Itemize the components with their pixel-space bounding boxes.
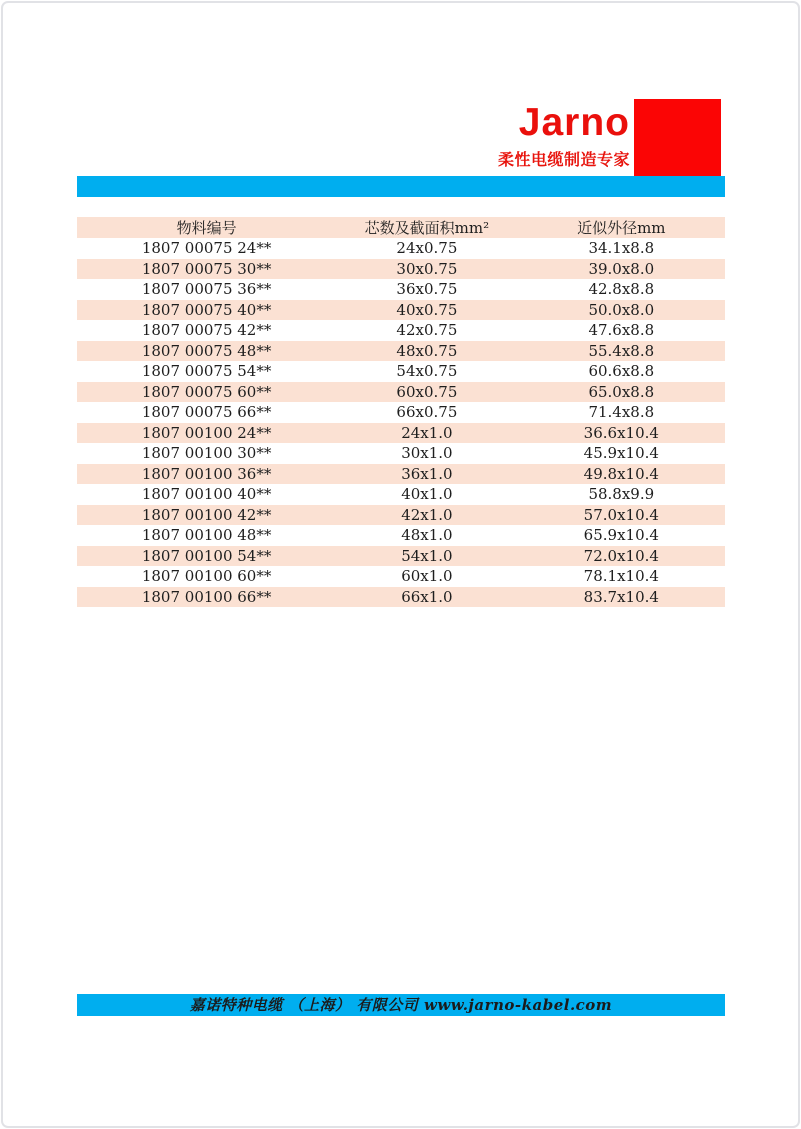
table-cell: 1807 00100 54** [141,546,272,565]
table-row [77,546,725,567]
table-cell: 54x1.0 [401,546,453,565]
table-cell: 30x1.0 [401,444,453,463]
table-cell: 60.6x8.8 [588,362,655,381]
footer-company-text: 嘉诺特种电缆 （上海） 有限公司 www.jarno-kabel.com [189,996,613,1014]
table-row [77,279,725,300]
table-cell: 1807 00075 30** [141,259,272,278]
table-cell: 72.0x10.4 [583,546,659,565]
table-cell: 65.0x8.8 [588,382,655,401]
table-cell: 36x1.0 [401,464,453,483]
table-row [77,382,725,403]
header-accent-bar [77,176,725,197]
table-cell: 1807 00100 36** [141,464,272,483]
table-cell: 50.0x8.0 [588,300,655,319]
table-row [77,484,725,505]
table-cell: 1807 00100 66** [141,587,272,606]
table-row [77,259,725,280]
table-cell: 1807 00075 24** [141,239,272,258]
table-cell: 66x0.75 [396,403,458,422]
table-row [77,587,725,608]
table-row [77,525,725,546]
table-cell: 42.8x8.8 [588,280,655,299]
table-cell: 45.9x10.4 [583,444,659,463]
table-cell: 36x0.75 [396,280,458,299]
table-cell: 66x1.0 [401,587,453,606]
table-cell: 1807 00100 24** [141,423,272,442]
table-cell: 58.8x9.9 [588,485,655,504]
table-row [77,464,725,485]
footer-bar [77,994,725,1016]
page [1,1,800,1128]
table-cell: 1807 00075 42** [141,321,272,340]
table-cell: 1807 00100 30** [141,444,272,463]
table-cell: 1807 00075 48** [141,341,272,360]
brand-text-block [498,103,630,170]
table-cell: 42x1.0 [401,505,453,524]
table-cell: 1807 00075 36** [141,280,272,299]
table-cell: 1807 00075 40** [141,300,272,319]
table-cell: 30x0.75 [396,259,458,278]
column-header-material-number: 物料编号 [176,219,237,237]
brand-logo-text: Jarno [518,101,630,144]
table-row [77,402,725,423]
table-cell: 1807 00075 66** [141,403,272,422]
table-cell: 1807 00100 42** [141,505,272,524]
table-cell: 48x1.0 [401,526,453,545]
table-cell: 39.0x8.0 [588,259,655,278]
table-cell: 47.6x8.8 [588,321,655,340]
table-cell: 24x1.0 [401,423,453,442]
table-header-row [77,217,725,238]
table-cell: 24x0.75 [396,239,458,258]
table-row [77,361,725,382]
table-cell: 60x0.75 [396,382,458,401]
table-cell: 57.0x10.4 [583,505,659,524]
table-row [77,505,725,526]
brand-tagline: 柔性电缆制造专家 [497,152,630,169]
spec-table [77,217,725,607]
table-cell: 48x0.75 [396,341,458,360]
table-row [77,566,725,587]
table-cell: 1807 00100 40** [141,485,272,504]
table-row [77,341,725,362]
column-header-cores-section: 芯数及截面积mm² [364,219,490,237]
table-cell: 1807 00075 54** [141,362,272,381]
table-cell: 83.7x10.4 [583,587,659,606]
table-cell: 36.6x10.4 [583,423,659,442]
table-row [77,238,725,259]
table-cell: 60x1.0 [401,567,453,586]
table-cell: 78.1x10.4 [583,567,659,586]
table-cell: 40x1.0 [401,485,453,504]
table-cell: 42x0.75 [396,321,458,340]
table-cell: 55.4x8.8 [588,341,655,360]
table-cell: 1807 00075 60** [141,382,272,401]
brand-red-square [634,99,721,177]
table-cell: 1807 00100 60** [141,567,272,586]
table-cell: 40x0.75 [396,300,458,319]
table-row [77,423,725,444]
column-header-outer-diameter: 近似外径mm [577,219,666,237]
table-row [77,320,725,341]
table-cell: 71.4x8.8 [588,403,655,422]
table-cell: 34.1x8.8 [588,239,655,258]
table-row [77,443,725,464]
table-row [77,300,725,321]
table-cell: 49.8x10.4 [583,464,659,483]
table-cell: 65.9x10.4 [583,526,659,545]
table-cell: 1807 00100 48** [141,526,272,545]
table-cell: 54x0.75 [396,362,458,381]
